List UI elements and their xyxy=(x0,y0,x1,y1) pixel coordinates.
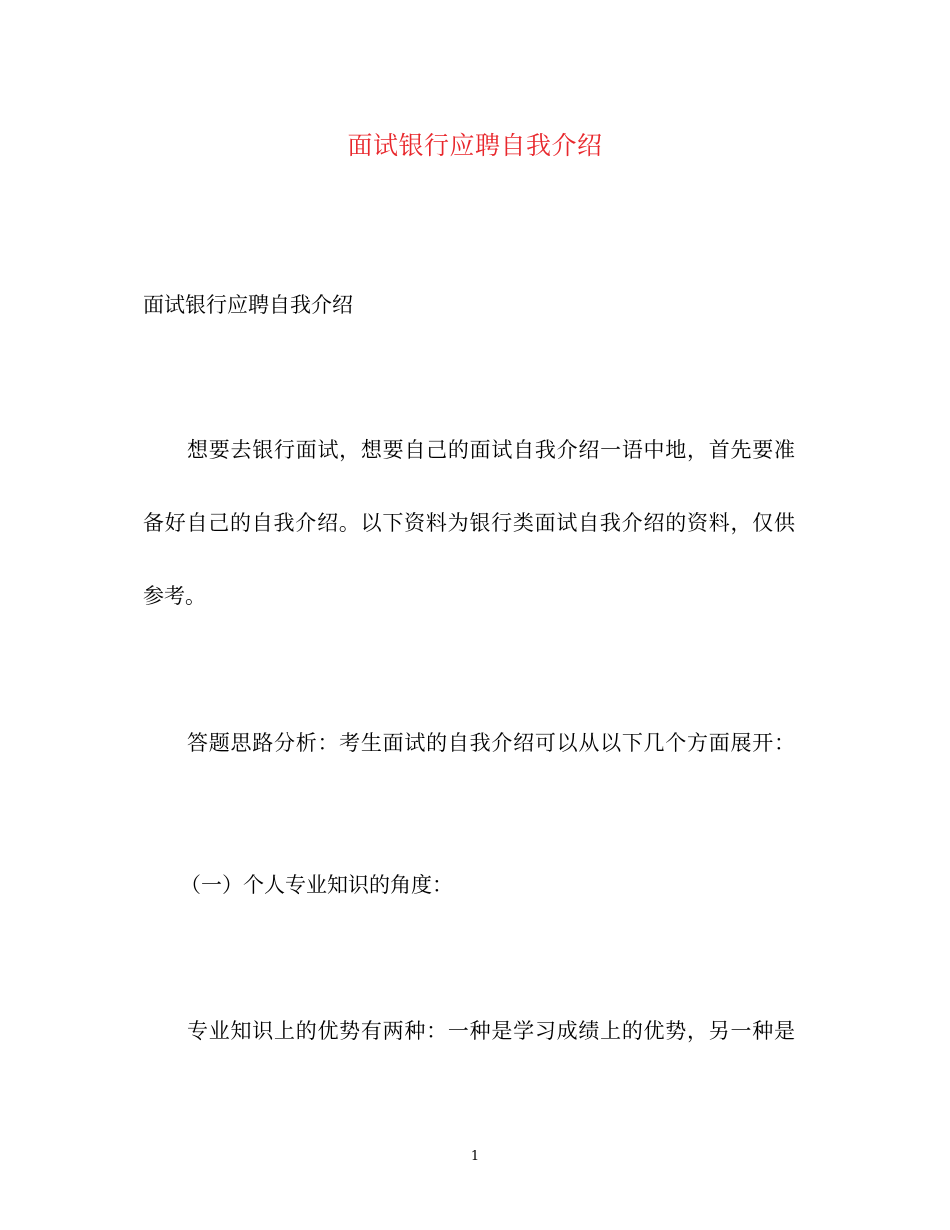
paragraph-line: 参考。 xyxy=(143,584,206,608)
page-number: 1 xyxy=(470,1149,480,1164)
section-heading: （一）个人专业知识的角度： xyxy=(180,873,453,897)
document-title: 面试银行应聘自我介绍 xyxy=(347,131,603,160)
document-subtitle: 面试银行应聘自我介绍 xyxy=(143,293,353,317)
paragraph-line: 答题思路分析：考生面试的自我介绍可以从以下几个方面展开： xyxy=(187,731,795,755)
paragraph-line: 备好自己的自我介绍。以下资料为银行类面试自我介绍的资料，仅供 xyxy=(143,511,795,535)
paragraph-line: 专业知识上的优势有两种：一种是学习成绩上的优势，另一种是 xyxy=(187,1019,795,1043)
paragraph-line: 想要去银行面试，想要自己的面试自我介绍一语中地，首先要准 xyxy=(187,438,795,462)
